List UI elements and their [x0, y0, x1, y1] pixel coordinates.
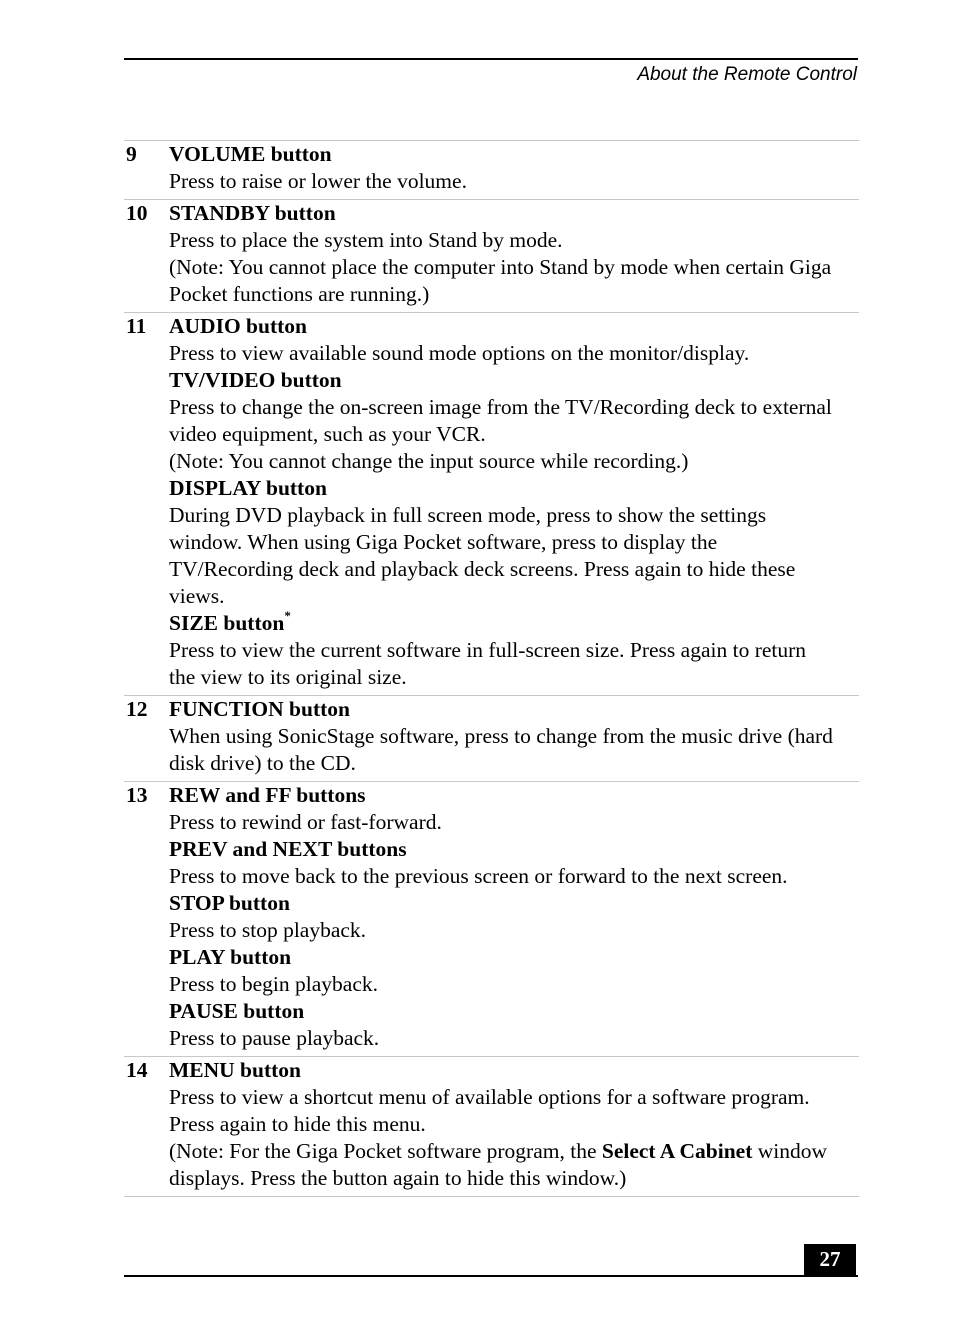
button-name: STOP button: [169, 891, 290, 915]
button-name: PAUSE button: [169, 999, 305, 1023]
description-line: (Note: You cannot place the computer into Stand by mode when certain Giga: [169, 255, 832, 279]
button-name: STANDBY button: [169, 201, 336, 225]
description-line: Press to view available sound mode options on the monitor/display.: [169, 341, 750, 365]
item-number: 12: [126, 697, 148, 721]
button-name: AUDIO button: [169, 314, 307, 338]
description-line: (Note: You cannot change the input source while recording.): [169, 449, 689, 473]
description-line: Pocket functions are running.): [169, 282, 430, 306]
description-line: When using SonicStage software, press to change from the music drive (hard: [169, 724, 833, 748]
button-name: FUNCTION button: [169, 697, 350, 721]
button-name: VOLUME button: [169, 142, 332, 166]
item-number: 13: [126, 783, 148, 807]
description-line: Press to stop playback.: [169, 918, 367, 942]
button-description-table: [124, 140, 859, 1197]
table-row: [124, 199, 859, 312]
header-rule: [124, 58, 858, 60]
table-row: [124, 781, 859, 1056]
button-name: PLAY button: [169, 945, 292, 969]
footer-rule: [124, 1275, 858, 1277]
description-line: Press to raise or lower the volume.: [169, 169, 467, 193]
description-line: Press to rewind or fast-forward.: [169, 810, 442, 834]
item-number: 11: [126, 314, 147, 338]
footnote-asterisk: *: [284, 607, 291, 623]
description-line: Press again to hide this menu.: [169, 1112, 426, 1136]
table-row: [124, 312, 859, 695]
description-line: Press to place the system into Stand by mode.: [169, 228, 563, 252]
table-row: [124, 695, 859, 781]
note-line: displays. Press the button again to hide this window.): [169, 1166, 627, 1190]
description-line: During DVD playback in full screen mode, press to show the settings: [169, 503, 767, 527]
item-number: 9: [126, 142, 137, 166]
description-line: video equipment, such as your VCR.: [169, 422, 486, 446]
description-line: disk drive) to the CD.: [169, 751, 356, 775]
note-line: [169, 1138, 859, 1165]
note-window-name: Select A Cabinet: [601, 1139, 753, 1163]
table-row: [124, 140, 859, 199]
description-line: Press to view a shortcut menu of available options for a software program.: [169, 1085, 810, 1109]
item-number: 14: [126, 1058, 148, 1082]
button-name: TV/VIDEO button: [169, 368, 342, 392]
description-line: Press to change the on-screen image from the TV/Recording deck to external: [169, 395, 832, 419]
description-line: Press to begin playback.: [169, 972, 378, 996]
running-header: About the Remote Control: [637, 64, 857, 85]
note-text: window: [752, 1139, 828, 1163]
page-number: 27: [804, 1244, 856, 1277]
button-name: MENU button: [169, 1058, 302, 1082]
description-line: Press to view the current software in full-screen size. Press again to return: [169, 638, 807, 662]
button-name: PREV and NEXT buttons: [169, 837, 407, 861]
description-line: the view to its original size.: [169, 665, 407, 689]
description-line: window. When using Giga Pocket software, press to display the: [169, 530, 718, 554]
button-name: SIZE button*: [169, 607, 291, 635]
button-name: DISPLAY button: [169, 476, 327, 500]
description-line: views.: [169, 584, 225, 608]
table-row: [124, 1056, 859, 1197]
description-line: Press to move back to the previous screen or forward to the next screen.: [169, 864, 788, 888]
item-number: 10: [126, 201, 148, 225]
description-line: TV/Recording deck and playback deck screens. Press again to hide these: [169, 557, 796, 581]
button-name: REW and FF buttons: [169, 783, 366, 807]
description-line: Press to pause playback.: [169, 1026, 380, 1050]
note-text: (Note: For the Giga Pocket software program, the: [169, 1139, 602, 1163]
